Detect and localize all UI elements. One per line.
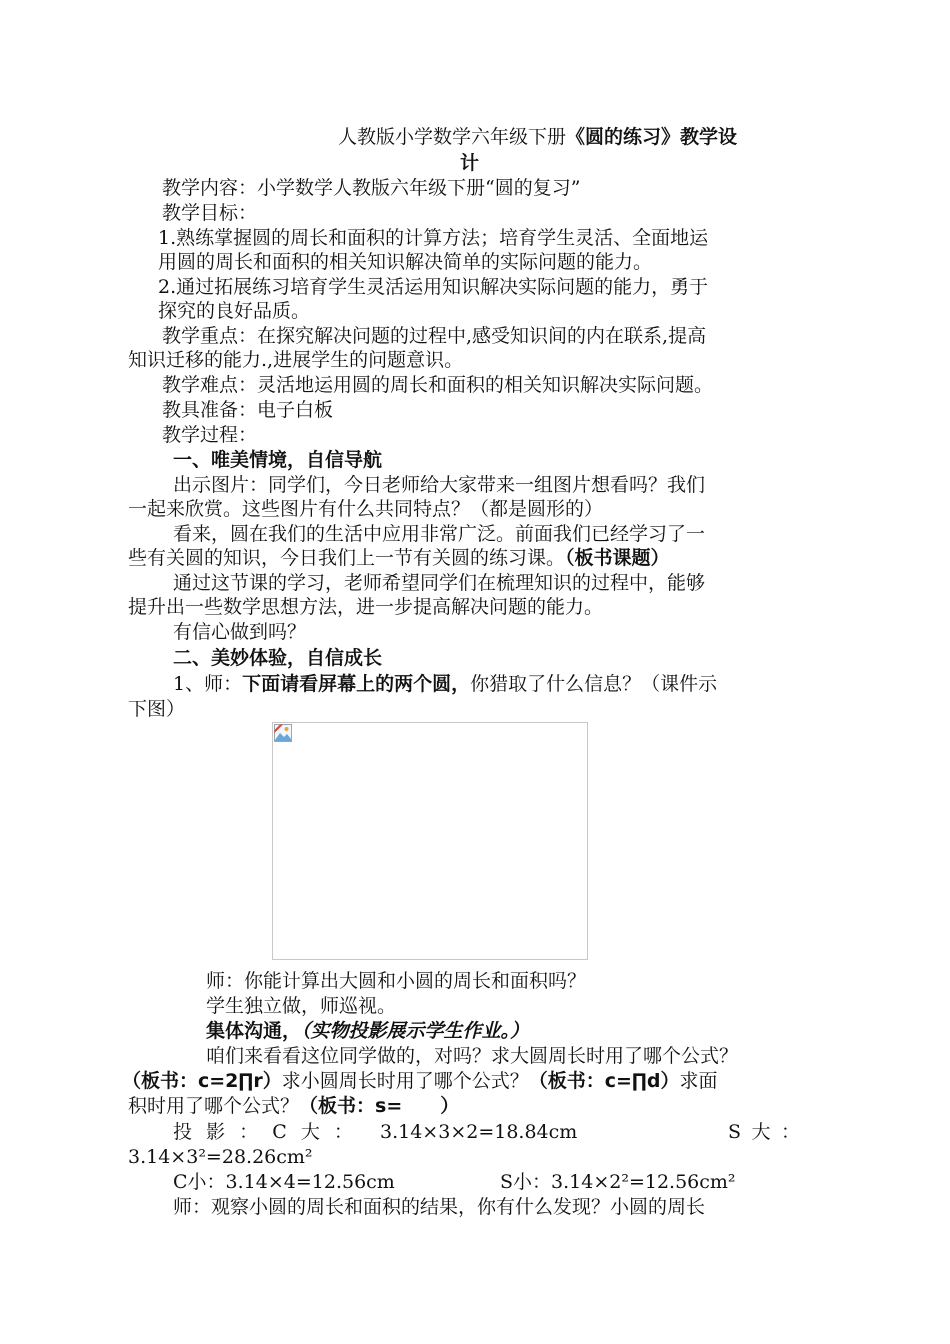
section-1-p1-line-2: 一起来欣赏。这些图片有什么共同特点？（都是圆形的） bbox=[128, 498, 604, 520]
big-circle-circumference: 3.14×3×2=18.84cm bbox=[380, 1121, 578, 1143]
section-1-p3-line-2: 提升出一些数学思想方法，进一步提高解决问题的能力。 bbox=[128, 596, 604, 618]
teaching-content: 教学内容：小学数学人教版六年级下册“圆的复习” bbox=[162, 177, 581, 199]
objective-1-line-2: 用圆的周长和面积的相关知识解决简单的实际问题的能力。 bbox=[158, 251, 653, 273]
big-circle-area: 3.14×3²=28.26cm² bbox=[128, 1146, 313, 1168]
communication-bold: 集体沟通， bbox=[206, 1020, 302, 1042]
projection-label bbox=[173, 1120, 353, 1144]
teacher-line-2: 学生独立做，师巡视。 bbox=[206, 995, 397, 1017]
p2-text: 些有关圆的知识，今日我们上一节有关圆的练习课。 bbox=[128, 547, 566, 569]
group-communication bbox=[206, 1019, 529, 1043]
teacher-observation: 师：观察小圆的周长和面积的结果，你有什么发现？小圆的周长 bbox=[173, 1196, 706, 1218]
q1-prefix: 1、师： bbox=[173, 673, 243, 695]
section-1-p3-line-1: 通过这节课的学习，老师希望同学们在梳理知识的过程中，能够 bbox=[173, 572, 706, 594]
proj-label-char: ： bbox=[239, 1121, 259, 1143]
formula-question-line-2 bbox=[122, 1069, 718, 1093]
proj-label-char: ： bbox=[333, 1121, 353, 1143]
question-1-line-2: 下图） bbox=[128, 698, 186, 720]
teaching-tools: 教具准备：电子白板 bbox=[162, 399, 334, 421]
key-points-line-2: 知识迁移的能力.,进展学生的问题意识。 bbox=[128, 349, 464, 371]
proj-label-char: 大 bbox=[300, 1121, 320, 1143]
teacher-line-1: 师：你能计算出大圆和小圆的周长和面积吗？ bbox=[206, 970, 587, 992]
board-title-note: （板书课题） bbox=[565, 547, 670, 569]
big-circle-area-label bbox=[728, 1120, 800, 1144]
formula-q-text-1: 求小圆周长时用了哪个公式？ bbox=[281, 1070, 529, 1092]
projection-note: （实物投影展示学生作业。） bbox=[301, 1020, 530, 1042]
section-1-p2-line-2 bbox=[128, 546, 670, 570]
document-title-continued: 计 bbox=[460, 152, 480, 174]
board-formula-1: （板书：c=2∏r） bbox=[122, 1070, 282, 1092]
q1-rest: 你猎取了什么信息？（课件示 bbox=[470, 673, 718, 695]
board-formula-2: （板书：c=∏d） bbox=[528, 1070, 680, 1092]
title-bold-text: 《圆的练习》教学设 bbox=[566, 126, 738, 148]
section-1-p4: 有信心做到吗？ bbox=[173, 621, 307, 643]
board-formula-3: （板书：s= ） bbox=[299, 1095, 460, 1117]
formula-question-line-1: 咱们来看看这位同学做的，对吗？求大圆周长时用了哪个公式？ bbox=[206, 1045, 739, 1067]
objective-2-line-1: 2.通过拓展练习培育学生灵活运用知识解决实际问题的能力，勇于 bbox=[158, 276, 709, 298]
broken-image-icon bbox=[274, 724, 292, 742]
objectives-label: 教学目标： bbox=[162, 202, 258, 224]
objective-2-line-2: 探究的良好品质。 bbox=[158, 300, 311, 322]
formula-question-line-3 bbox=[128, 1094, 459, 1118]
title-text: 人教版小学数学六年级下册 bbox=[338, 126, 567, 148]
proj-label-char: C bbox=[272, 1121, 287, 1143]
section-1-p2-line-1: 看来，圆在我们的生活中应用非常广泛。前面我们已经学习了一 bbox=[173, 523, 706, 545]
q1-bold: 下面请看屏幕上的两个圆， bbox=[242, 673, 471, 695]
section-1-heading: 一、唯美情境，自信导航 bbox=[173, 449, 383, 471]
document-title bbox=[338, 125, 737, 149]
section-1-p1-line-1: 出示图片：同学们，今日老师给大家带来一组图片想看吗？我们 bbox=[173, 474, 706, 496]
proj-label-char: 投 bbox=[173, 1121, 193, 1143]
difficulty: 教学难点：灵活地运用圆的周长和面积的相关知识解决实际问题。 bbox=[162, 374, 714, 396]
process-label: 教学过程： bbox=[162, 424, 258, 446]
proj-s-char: ： bbox=[780, 1121, 800, 1143]
proj-s-char: 大 bbox=[751, 1121, 771, 1143]
formula-q-text-3: 积时用了哪个公式？ bbox=[128, 1095, 300, 1117]
courseware-image-placeholder bbox=[272, 722, 588, 960]
small-circle-circumference: C小：3.14×4=12.56cm bbox=[173, 1171, 395, 1193]
section-2-heading: 二、美妙体验，自信成长 bbox=[173, 647, 383, 669]
question-1-line-1 bbox=[173, 672, 717, 696]
key-points-line-1: 教学重点：在探究解决问题的过程中,感受知识间的内在联系,提高 bbox=[162, 325, 707, 347]
proj-s-char: S bbox=[728, 1121, 742, 1143]
formula-q-text-2: 求面 bbox=[679, 1070, 718, 1092]
proj-label-char: 影 bbox=[206, 1121, 226, 1143]
objective-1-line-1: 1.熟练掌握圆的周长和面积的计算方法；培育学生灵活、全面地运 bbox=[158, 227, 709, 249]
small-circle-area: S小：3.14×2²=12.56cm² bbox=[500, 1171, 736, 1193]
